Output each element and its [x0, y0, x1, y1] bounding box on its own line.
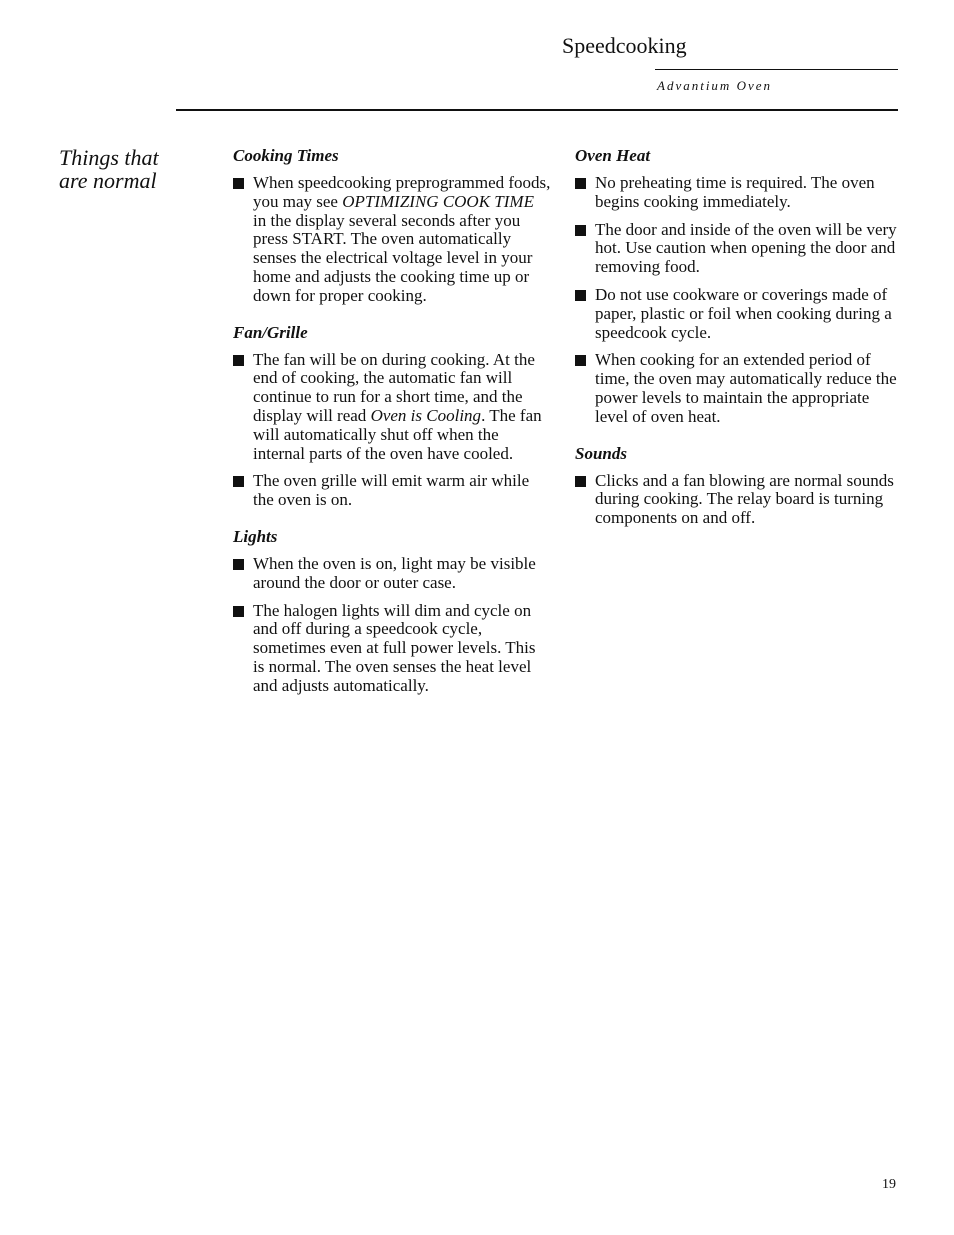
section-heading-sounds: Sounds	[575, 443, 627, 463]
right-column	[575, 145, 901, 544]
page-subtitle: Advantium Oven	[657, 78, 773, 93]
left-column	[233, 145, 551, 712]
bullet-square-icon	[233, 178, 244, 189]
bullet-item	[575, 174, 901, 212]
section-fan-grille	[233, 322, 551, 510]
bullet-square-icon	[575, 178, 586, 189]
bullet-text: When the oven is on, light may be visible around the door or outer case.	[253, 553, 536, 592]
section-heading-cooking-times: Cooking Times	[233, 146, 339, 165]
display-message: OPTIMIZING COOK TIME	[342, 191, 534, 211]
bullet-text: Clicks and a fan blowing are normal sounds during cooking. The relay board is turning components on and off.	[595, 470, 894, 528]
bullet-item	[575, 221, 901, 277]
bullet-item	[233, 555, 551, 593]
bullet-item	[233, 351, 551, 464]
bullet-text-part: When speedcooking preprogrammed foods, you may see	[253, 173, 551, 211]
header-divider-short	[655, 69, 898, 70]
side-heading	[59, 146, 199, 192]
bullet-square-icon	[575, 355, 586, 366]
bullet-text: The door and inside of the oven will be very hot. Use caution when opening the door and removing food.	[595, 219, 897, 277]
bullet-text: When cooking for an extended period of time, the oven may automatically reduce the power levels to maintain the appropriate level of oven heat.	[595, 350, 897, 426]
bullet-text: The halogen lights will dim and cycle on and off during a speedcook cycle, sometimes even at full power levels. This is normal. The oven senses the heat level and adjusts automatically.	[253, 600, 536, 695]
bullet-item	[575, 351, 901, 426]
bullet-square-icon	[575, 476, 586, 487]
bullet-item	[233, 174, 551, 306]
bullet-text-part: in the display several seconds after you press START. The oven automatically senses the electrical voltage level in your home and adjusts the cooking time up or down for proper cooking.	[253, 210, 533, 305]
section-oven-heat	[575, 145, 901, 427]
page-title: Speedcooking	[562, 33, 687, 58]
bullet-item	[233, 602, 551, 696]
bullet-square-icon	[233, 559, 244, 570]
bullet-item	[575, 286, 901, 342]
section-cooking-times	[233, 145, 551, 306]
bullet-square-icon	[233, 476, 244, 487]
section-heading-fan-grille: Fan/Grille	[233, 322, 308, 342]
bullet-text-part: The fan will be on during cooking. At the end of cooking, the automatic fan will continue to run for a short time, and the display will read	[253, 349, 535, 425]
side-heading-line-2: are normal	[59, 168, 157, 193]
side-heading-line-1: Things that	[59, 145, 159, 170]
section-lights	[233, 526, 551, 696]
page-number: 19	[882, 1177, 896, 1192]
display-message: Oven is Cooling	[370, 405, 482, 425]
section-heading-lights: Lights	[233, 526, 278, 546]
bullet-square-icon	[575, 225, 586, 236]
section-sounds	[575, 443, 901, 528]
header-divider	[176, 109, 898, 111]
bullet-text: The oven grille will emit warm air while the oven is on.	[253, 471, 530, 510]
bullet-square-icon	[575, 290, 586, 301]
bullet-text: No preheating time is required. The oven begins cooking immediately.	[595, 173, 875, 211]
bullet-item	[575, 472, 901, 528]
section-heading-oven-heat: Oven Heat	[575, 146, 651, 165]
bullet-text: Do not use cookware or coverings made of paper, plastic or foil when cooking during a speedcook cycle.	[595, 284, 892, 342]
bullet-text-part: . The fan will automatically shut off when the internal parts of the oven have cooled.	[253, 405, 542, 463]
bullet-square-icon	[233, 606, 244, 617]
bullet-item	[233, 472, 551, 510]
bullet-square-icon	[233, 355, 244, 366]
